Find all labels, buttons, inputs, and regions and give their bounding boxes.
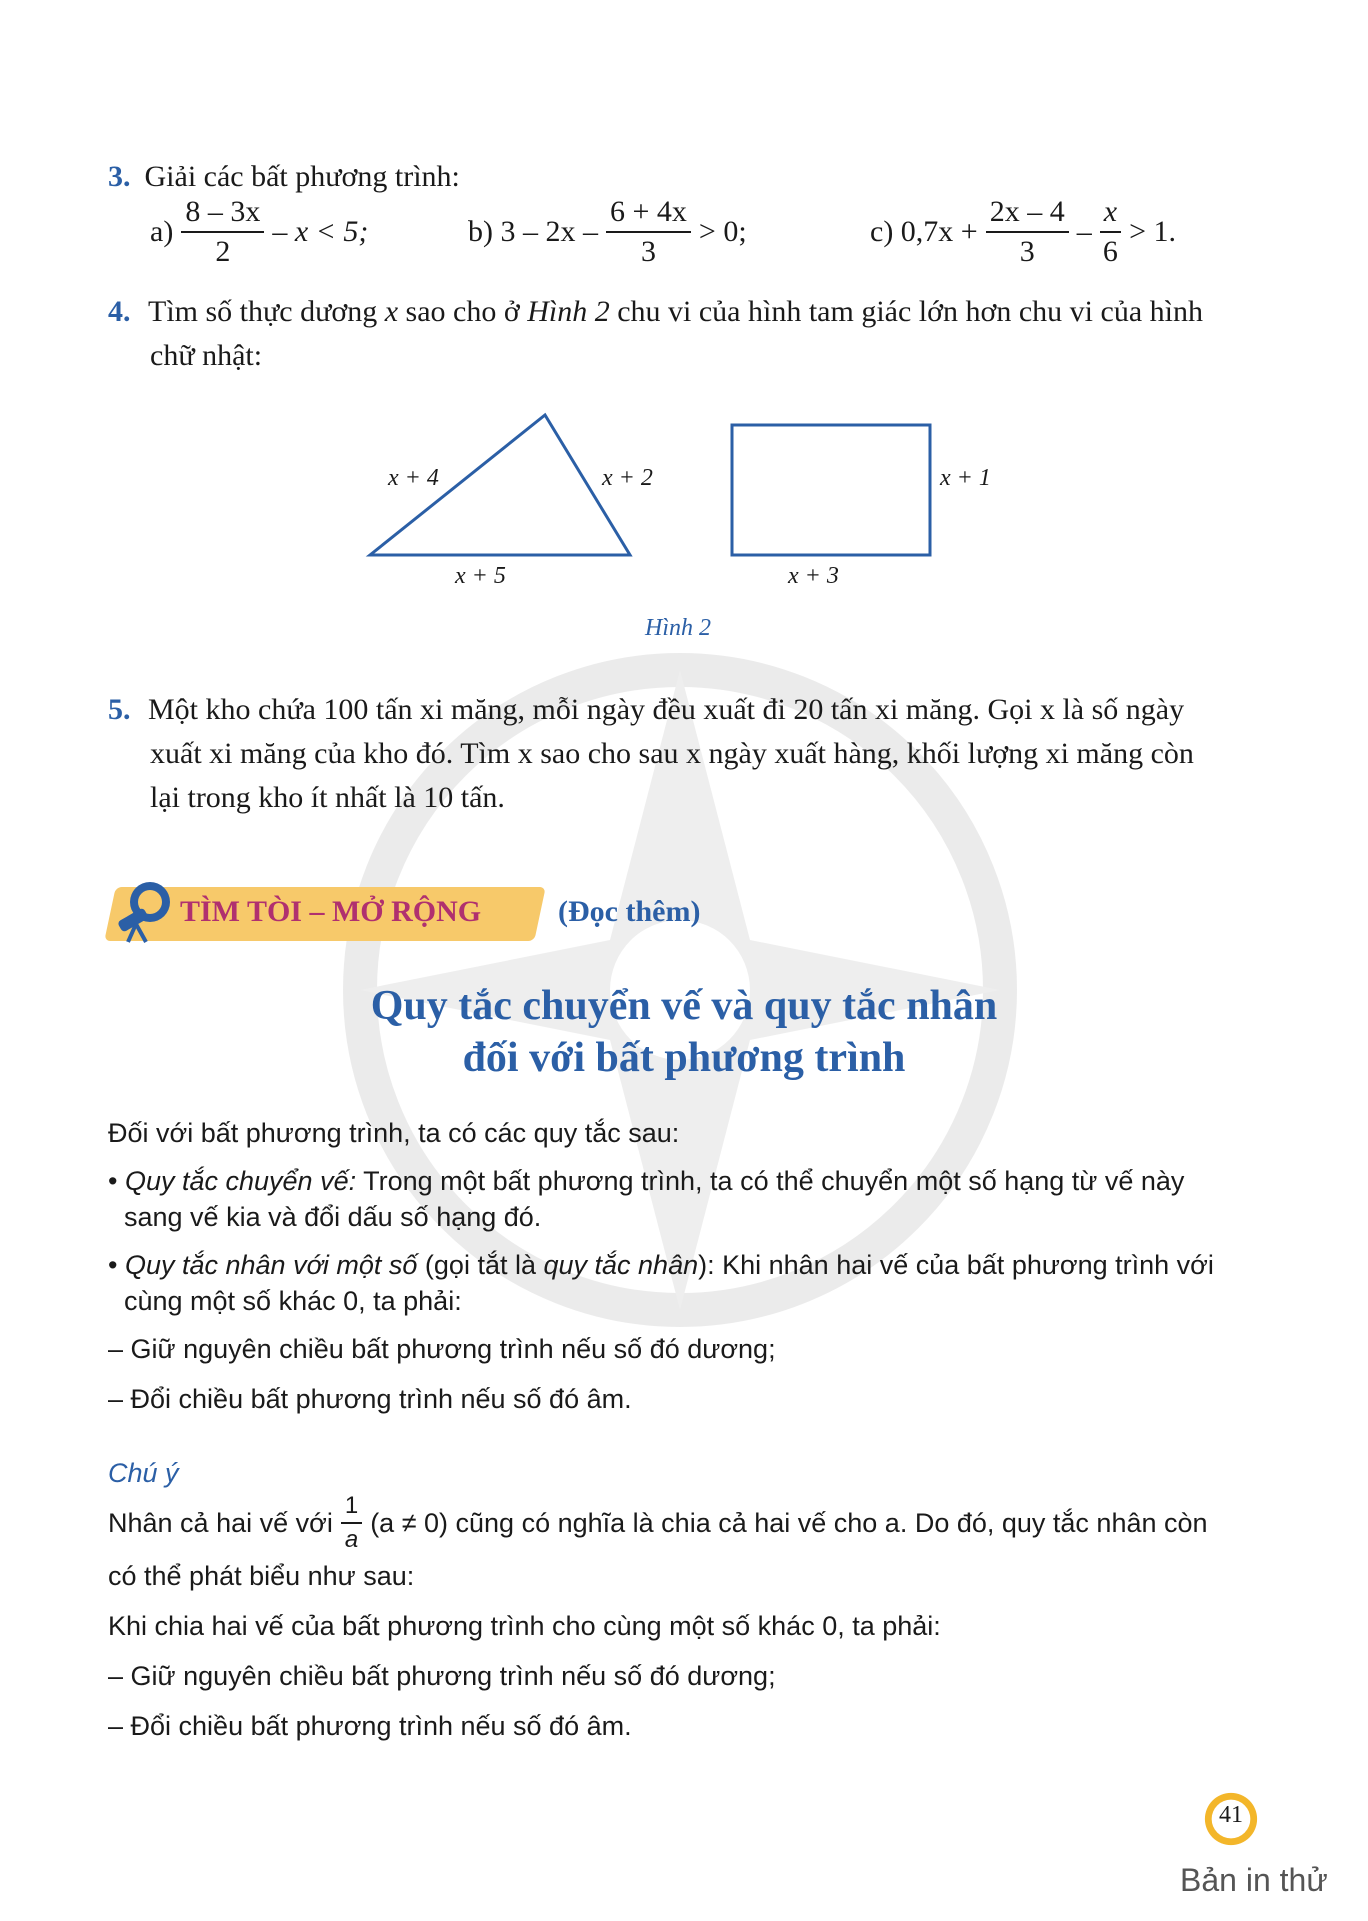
numerator: 8 – 3x [181,195,264,233]
denominator: a [344,1526,359,1553]
rule-dash-item: – Đổi chiều bất phương trình nếu số đó âm. [108,1384,632,1414]
numerator: x [1100,195,1121,233]
title-line: đối với bất phương trình [462,1035,906,1081]
rule-text: cùng một số khác 0, ta phải: [124,1286,462,1316]
expression-rest: > 0; [698,215,747,248]
part-label: a) [150,215,174,248]
text-segment: sao cho ở [398,295,528,328]
part-label: c) 0,7x + [870,215,978,248]
rule-dash-item: – Giữ nguyên chiều bất phương trình nếu số đó dương; [108,1334,776,1364]
exercise-text: Giải các bất phương trình: [144,160,460,193]
banner-label: TÌM TÒI – MỞ RỘNG [180,895,482,928]
text-line: xuất xi măng của kho đó. Tìm x sao cho sau x ngày xuất hàng, khối lượng xi măng còn [150,737,1194,770]
exercise-3a [150,195,368,269]
exercise-3b [468,195,747,269]
text-line: lại trong kho ít nhất là 10 tấn. [150,781,505,814]
fraction [341,1492,362,1554]
exercise-number: 4. [108,295,131,328]
expression-rest: > 1. [1129,215,1176,248]
minus-sign: – [1076,215,1092,248]
text-segment: chu vi của hình tam giác lớn hơn chu vi của hình [609,295,1203,328]
exercise-number: 5. [108,693,131,726]
numerator: 1 [341,1492,362,1524]
fraction [986,195,1069,269]
exercise-5 [108,688,1268,820]
telescope-icon [108,874,178,944]
rule-name: Quy tắc nhân với một số [124,1250,418,1280]
text-line: chữ nhật: [150,339,263,372]
note-body [108,1558,1268,1744]
denominator: 3 [1019,235,1035,268]
text-segment: Tìm số thực dương [148,295,385,328]
triangle-bottom-label: x + 5 [455,563,506,589]
note-text: có thể phát biểu như sau: [108,1561,415,1591]
exercise-4 [108,290,1268,378]
part-label: b) 3 – 2x – [468,215,598,248]
rule-text: (gọi tắt là [417,1250,544,1280]
numerator: 2x – 4 [986,195,1069,233]
page-number: 41 [1219,1802,1243,1828]
fraction [606,195,691,269]
rule-name: quy tắc nhân [543,1250,699,1280]
triangle-right-label: x + 2 [602,465,653,491]
denominator: 3 [640,235,656,268]
denominator: 2 [215,235,231,268]
fraction [1100,195,1121,269]
note-title: Chú ý [108,1458,179,1488]
exercise-3-stem [108,155,460,199]
note-line-1 [108,1492,1208,1554]
exercise-number: 3. [108,160,131,193]
rule-text: sang vế kia và đổi dấu số hạng đó. [124,1202,542,1232]
intro-text: Đối với bất phương trình, ta có các quy tắc sau: [108,1118,680,1148]
section-title [234,980,1134,1084]
expression-rest: – x < 5; [272,215,369,248]
rules-body: Đối với bất phương trình, ta có các quy tắc sau: • Quy tắc chuyển vế: Trong một bất phương trình, ta có thể chuyển một số hạng từ vế này sang vế kia và đổi dấu số hạng đó. • Quy tắc nhân với một số (gọi tắt là quy tắc nhân): Khi nhân hai vế của bất phương trình với cùng một số khác 0, ta phải: – Giữ nguyên chiều bất phương trình nếu số đó dương; – Đổi chiều bất phương trình nếu số đó âm. [108,1115,1268,1417]
note-text: (a ≠ 0) cũng có nghĩa là chia cả hai vế cho a. Do đó, quy tắc nhân còn [370,1508,1208,1538]
exercise-3c [870,195,1176,269]
rectangle-shape [732,425,930,555]
triangle-left-label: x + 4 [388,465,439,491]
rule-text: ): Khi nhân hai vế của bất phương trình với [698,1250,1214,1280]
draft-stamp: Bản in thử [1180,1862,1328,1898]
note-dash-item: – Đổi chiều bất phương trình nếu số đó âm. [108,1711,632,1741]
note-text: Nhân cả hai vế với [108,1508,333,1538]
title-line: Quy tắc chuyển vế và quy tắc nhân [370,983,998,1029]
text-line: Một kho chứa 100 tấn xi măng, mỗi ngày đều xuất đi 20 tấn xi măng. Gọi x là số ngày [148,693,1185,726]
figure-caption: Hình 2 [645,615,711,641]
rectangle-right-label: x + 1 [940,465,991,491]
numerator: 6 + 4x [606,195,691,233]
rule-text: Trong một bất phương trình, ta có thể chuyển một số hạng từ vế này [356,1166,1185,1196]
denominator: 6 [1102,235,1118,268]
rectangle-bottom-label: x + 3 [788,563,839,589]
rule-name: Quy tắc chuyển vế: [124,1166,357,1196]
figure-reference: Hình 2 [527,295,610,328]
note-text: Khi chia hai vế của bất phương trình cho cùng một số khác 0, ta phải: [108,1611,941,1641]
variable: x [384,295,399,328]
banner-note: (Đọc thêm) [558,895,701,928]
note-dash-item: – Giữ nguyên chiều bất phương trình nếu số đó dương; [108,1661,776,1691]
fraction [181,195,264,269]
